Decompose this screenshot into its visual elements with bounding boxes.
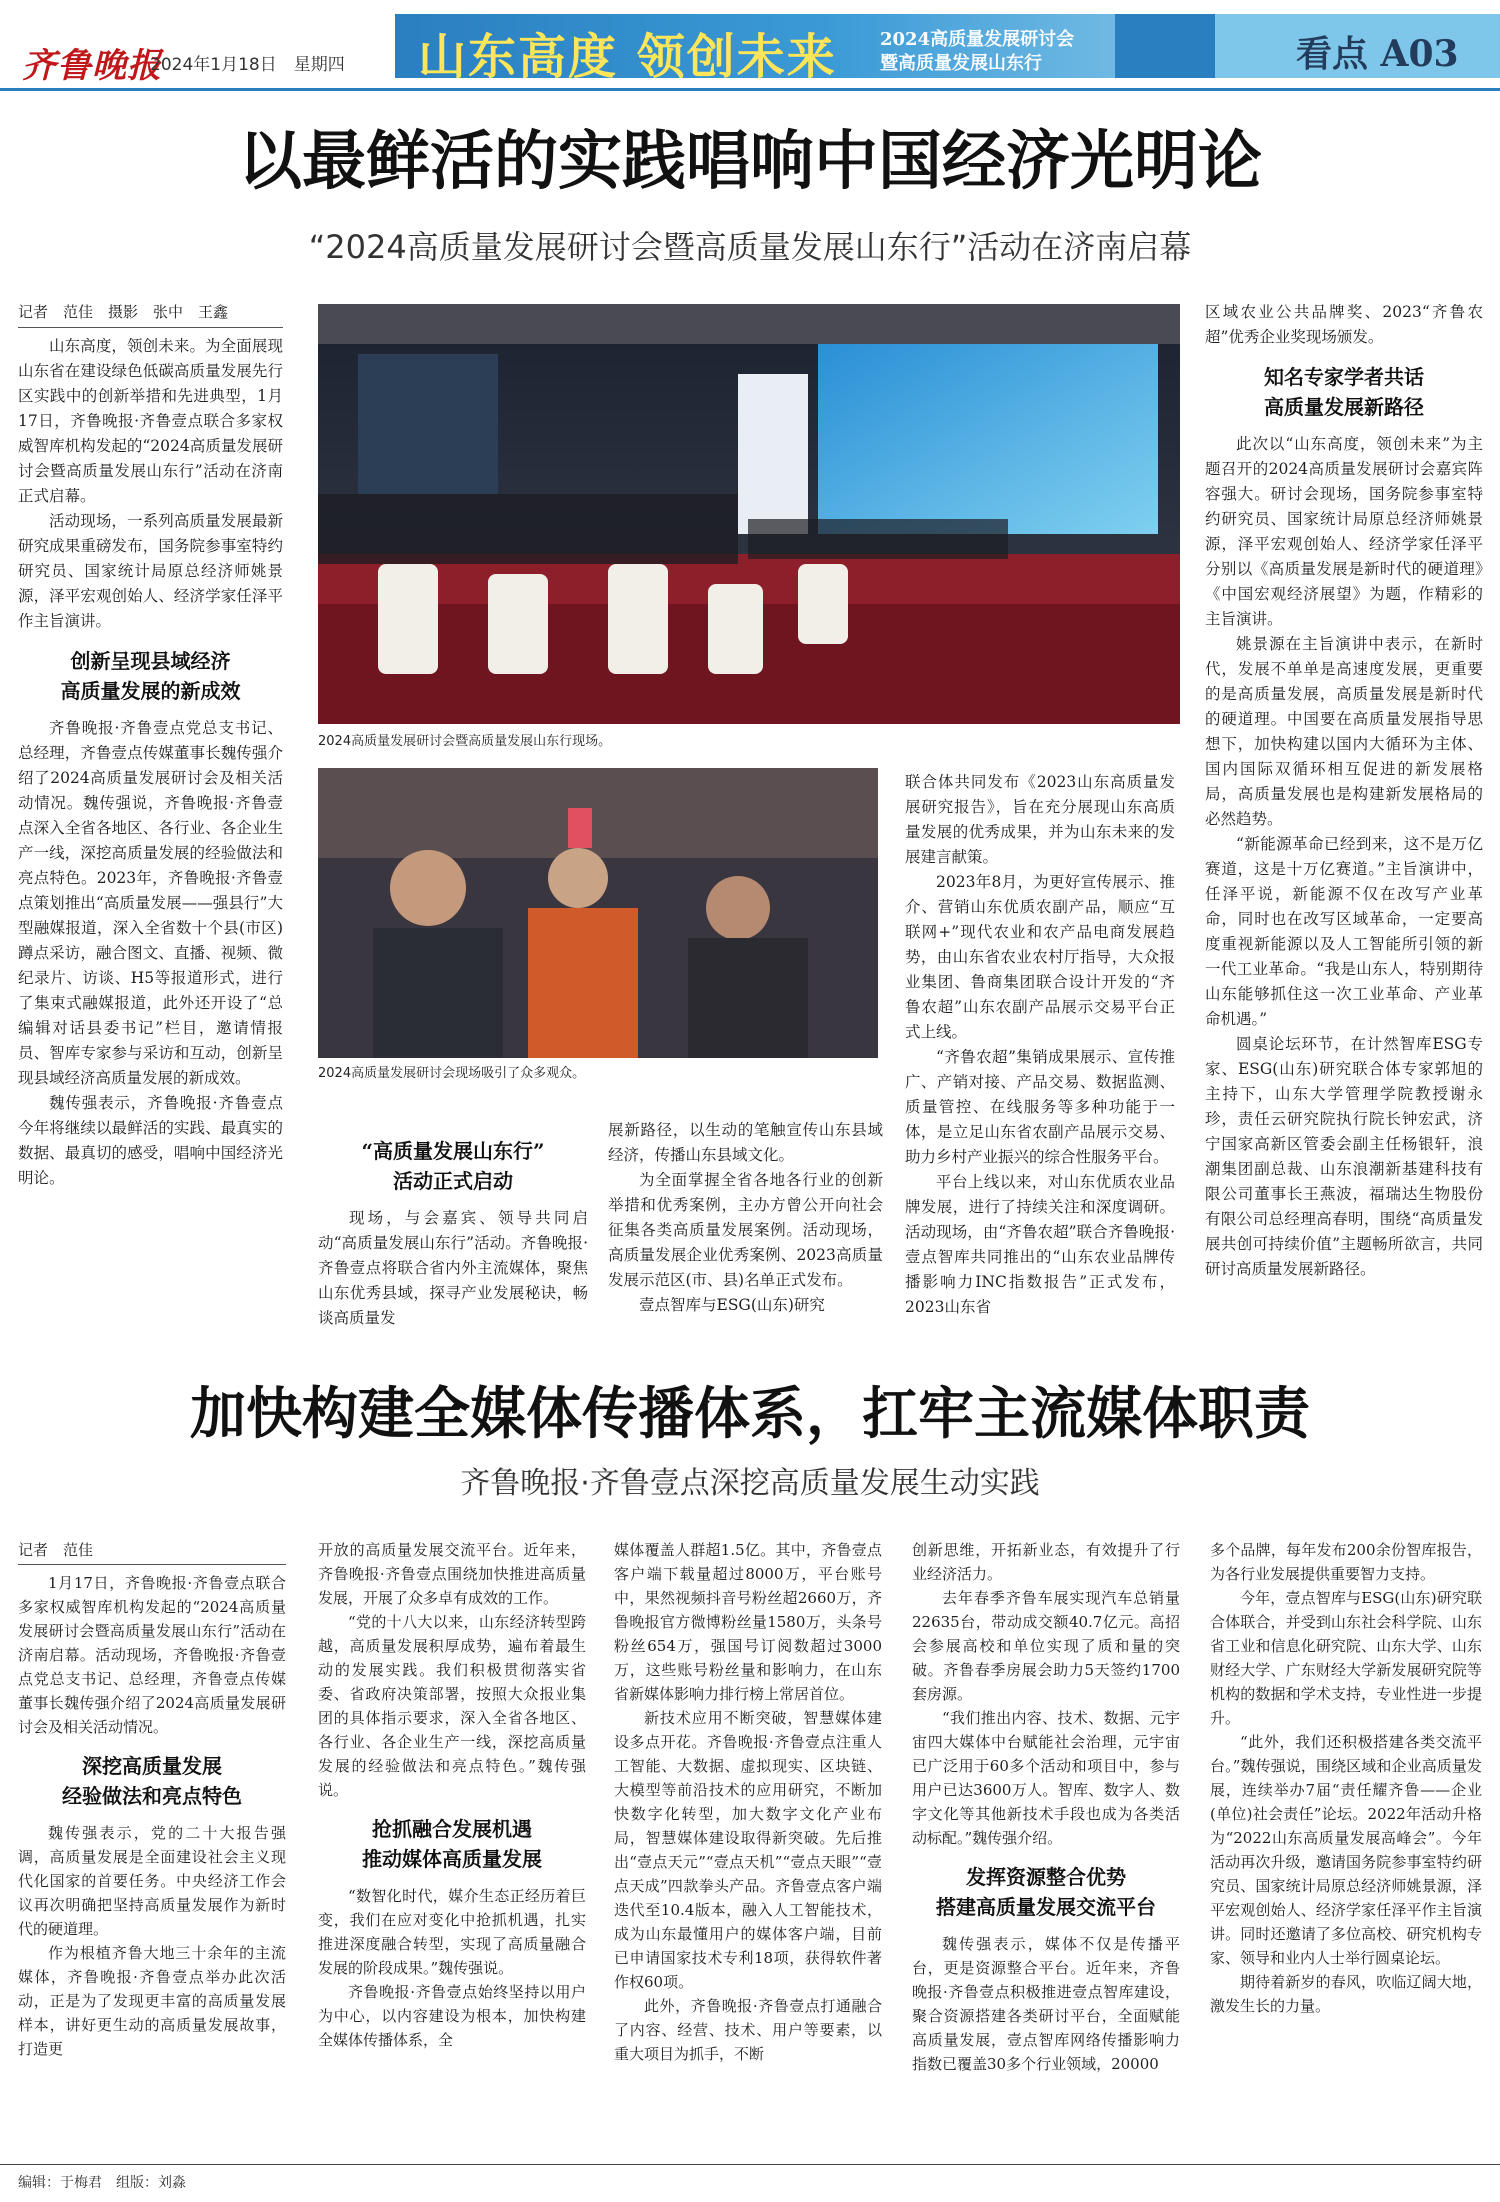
section-subhead: 知名专家学者共话 高质量发展新路径 — [1264, 365, 1424, 419]
conference-hall-photo — [318, 304, 1180, 724]
paragraph: 媒体覆盖人群超1.5亿。其中，齐鲁壹点客户端下载量超过8000万，平台账号中，果然视频抖音号粉丝超2660万，齐鲁晚报官方微博粉丝量1580万，头条号粉丝654万，强国号订阅数超过3000万，这些账号粉丝量和影响力，在山东省新媒体影响力排行榜上常居首位。 — [614, 1541, 882, 1703]
paragraph: 壹点智库与ESG(山东)研究 — [639, 1296, 825, 1314]
story2-column-4 — [912, 1538, 1180, 2076]
paragraph: “齐鲁农超”集销成果展示、宣传推广、产销对接、产品交易、数据监测、质量管控、在线服务等多种功能于一体，是立足山东省农副产品展示交易、助力乡村产业振兴的综合性服务平台。 — [905, 1048, 1175, 1166]
paragraph: “数智化时代，媒介生态正经历着巨变，我们在应对变化中抢抓机遇，扎实推进深度融合转型，实现了高质量融合发展的阶段成果。”魏传强说。 — [318, 1887, 586, 1977]
paragraph: 山东高度，领创未来。为全面展现山东省在建设绿色低碳高质量发展先行区实践中的创新举措和先进典型，1月17日，齐鲁晚报·齐鲁壹点联合多家权威智库机构发起的“2024高质量发展研讨会暨高质量发展山东行”活动在济南正式启幕。 — [18, 337, 283, 505]
paragraph: 多个品牌，每年发布200余份智库报告，为各行业发展提供重要智力支持。 — [1210, 1541, 1482, 1583]
band-title: 山东高度 领创未来 — [418, 29, 837, 85]
story2-column-1 — [18, 1538, 286, 2061]
paper-name: 齐鲁晚报 — [22, 46, 162, 86]
conference-hall-image — [318, 304, 1180, 724]
page-number: 看点 A03 — [1296, 33, 1459, 75]
story1-column-3 — [905, 770, 1175, 1320]
band-subtitle — [880, 28, 1074, 76]
byline: 记者 范佳 摄影 张中 王鑫 — [18, 300, 283, 328]
paragraph: 现场，与会嘉宾、领导共同启动“高质量发展山东行”活动。齐鲁晚报·齐鲁壹点将联合省内外主流媒体，聚焦山东优秀县域，探寻产业发展秘诀，畅谈高质量发 — [318, 1209, 588, 1327]
band-subtitle-line-2: 暨高质量发展山东行 — [880, 53, 1042, 74]
story2-column-5 — [1210, 1538, 1482, 2018]
paragraph: 活动现场，一系列高质量发展最新研究成果重磅发布，国务院参事室特约研究员、国家统计局原总经济师姚景源，泽平宏观创始人、经济学家任泽平作主旨演讲。 — [18, 512, 283, 630]
paragraph: “我们推出内容、技术、数据、元宇宙四大媒体中台赋能社会治理，元宇宙已广泛用于60多个活动和项目中，参与用户已达3600万人。智库、数字人、数字文化等其他新技术手段也成为各类活动标配。”魏传强介绍。 — [912, 1709, 1180, 1847]
paragraph: 作为根植齐鲁大地三十余年的主流媒体，齐鲁晚报·齐鲁壹点举办此次活动，正是为了发现更丰富的高质量发展样本，讲好更生动的高质量发展故事，打造更 — [18, 1944, 286, 2058]
paragraph: 魏传强表示，党的二十大报告强调，高质量发展是全面建设社会主义现代化国家的首要任务。中央经济工作会议再次明确把坚持高质量发展作为新时代的硬道理。 — [18, 1824, 286, 1938]
paragraph: 2023年8月，为更好宣传展示、推介、营销山东优质农副产品，顺应“互联网+”现代农业和农产品电商发展趋势，由山东省农业农村厅指导，大众报业集团、鲁商集团联合设计开发的“齐鲁农超”山东农副产品展示交易平台正式上线。 — [905, 873, 1175, 1041]
paragraph: 齐鲁晚报·齐鲁壹点党总支书记、总经理，齐鲁壹点传媒董事长魏传强介绍了2024高质量发展研讨会及相关活动情况。魏传强说，齐鲁晚报·齐鲁壹点深入全省各地区、各行业、各企业生产一线，深挖高质量发展的经验做法和亮点特色。2023年，齐鲁晚报·齐鲁壹点策划推出“高质量发展——强县行”大型融媒报道，深入全省数十个县(市区)蹲点采访，融合图文、直播、视频、微纪录片、访谈、H5等报道形式，进行了集束式融媒报道，此外还开设了“总编辑对话县委书记”栏目，邀请情报员、智库专家参与采访和互动，创新呈现县域经济高质量发展的新成效。 — [18, 719, 283, 1087]
issue-date: 2024年1月18日 星期四 — [150, 55, 345, 75]
paragraph: 齐鲁晚报·齐鲁壹点始终坚持以用户为中心，以内容建设为根本，加快构建全媒体传播体系，全 — [318, 1983, 586, 2049]
paragraph: 魏传强表示，齐鲁晚报·齐鲁壹点今年将继续以最鲜活的实践、最真实的数据、最真切的感受，唱响中国经济光明论。 — [18, 1094, 283, 1187]
paragraph: “党的十八大以来，山东经济转型跨越，高质量发展积厚成势，遍布着最生动的发展实践。我们积极贯彻落实省委、省政府决策部署，按照大众报业集团的具体指示要求，深入全省各地区、各行业、各企业生产一线，深挖高质量发展的经验做法和亮点特色。”魏传强说。 — [318, 1613, 586, 1799]
photo1-caption: 2024高质量发展研讨会暨高质量发展山东行现场。 — [318, 734, 612, 749]
paragraph: 联合体共同发布《2023山东高质量发展研究报告》，旨在充分展现山东高质量发展的优秀成果，并为山东未来的发展建言献策。 — [905, 773, 1175, 866]
paragraph: 期待着新岁的春风，吹临辽阔大地，激发生长的力量。 — [1210, 1973, 1482, 2015]
photo2-caption: 2024高质量发展研讨会现场吸引了众多观众。 — [318, 1066, 586, 1081]
page-footer: 编辑：于梅君 组版：刘淼 — [18, 2175, 186, 2191]
paragraph: 区域农业公共品牌奖、2023“齐鲁农超”优秀企业奖现场颁发。 — [1205, 303, 1483, 346]
section-subhead: 发挥资源整合优势 搭建高质量发展交流平台 — [936, 1865, 1156, 1919]
paragraph: 1月17日，齐鲁晚报·齐鲁壹点联合多家权威智库机构发起的“2024高质量发展研讨会暨高质量发展山东行”活动在济南启幕。活动现场，齐鲁晚报·齐鲁壹点党总支书记、总经理，齐鲁壹点传媒董事长魏传强介绍了2024高质量发展研讨会及相关活动情况。 — [18, 1574, 286, 1736]
paragraph: 去年春季齐鲁车展实现汽车总销量22635台，带动成交额40.7亿元。高招会参展高校和单位实现了质和量的突破。齐鲁春季房展会助力5天签约1700套房源。 — [912, 1589, 1180, 1703]
paragraph: 圆桌论坛环节，在计然智库ESG专家、ESG(山东)研究联合体专家郭旭的主持下，山东大学管理学院教授谢永珍，责任云研究院执行院长钟宏武，济宁国家高新区管委会副主任杨银轩，浪潮集团副总裁、山东浪潮新基建科技有限公司董事长王燕波，福瑞达生物股份有限公司总经理高春明，围绕“高质量发展共创可持续价值”主题畅所欲言，共同研讨高质量发展新路径。 — [1205, 1035, 1483, 1278]
band-subtitle-line-1: 2024高质量发展研讨会 — [880, 29, 1075, 50]
section-subhead: “高质量发展山东行” 活动正式启动 — [361, 1139, 545, 1193]
paragraph: 此外，齐鲁晚报·齐鲁壹点打通融合了内容、经营、技术、用户等要素，以重大项目为抓手，不断 — [614, 1997, 882, 2063]
audience-photo — [318, 768, 878, 1058]
second-subheadline: 齐鲁晚报·齐鲁壹点深挖高质量发展生动实践 — [460, 1466, 1040, 1501]
paragraph: 平台上线以来，对山东优质农业品牌发展，进行了持续关注和深度调研。活动现场，由“齐鲁农超”联合齐鲁晚报·壹点智库共同推出的“山东农业品牌传播影响力INC指数报告”正式发布，2023山东省 — [905, 1173, 1175, 1316]
paragraph: 今年，壹点智库与ESG(山东)研究联合体联合，并受到山东社会科学院、山东省工业和信息化研究院、山东大学、山东财经大学、广东财经大学新发展研究院等机构的数据和学术支持，专业性进一步提升。 — [1210, 1589, 1482, 1727]
section-subhead: 创新呈现县域经济 高质量发展的新成效 — [60, 649, 241, 703]
paragraph: 为全面掌握全省各地各行业的创新举措和优秀案例，主办方曾公开向社会征集各类高质量发展案例。活动现场，高质量发展企业优秀案例、2023高质量发展示范区(市、县)名单正式发布。 — [608, 1171, 883, 1289]
paragraph: 姚景源在主旨演讲中表示，在新时代，发展不单单是高速度发展，更重要的是高质量发展，高质量发展是新时代的硬道理。中国要在高质量发展指导思想下，加快构建以国内大循环为主体、国内国际双循环相互促进的新发展格局，高质量发展也是构建新发展格局的必然趋势。 — [1205, 635, 1483, 828]
header-rule — [0, 88, 1500, 91]
story1-column-4 — [1205, 300, 1483, 1282]
paragraph: “此外，我们还积极搭建各类交流平台。”魏传强说，围绕区域和企业高质量发展，连续举办7届“责任耀齐鲁——企业(单位)社会责任”论坛。2022年活动升格为“2022山东高质量发展高峰会”。今年活动再次升级，邀请国务院参事室特约研究员、国家统计局原总经济师姚景源，泽平宏观创始人、经济学家任泽平作主旨演讲。同时还邀请了多位高校、研究机构专家、领导和业内人士举行圆桌论坛。 — [1210, 1733, 1482, 1967]
main-headline: 以最鲜活的实践唱响中国经济光明论 — [238, 124, 1262, 199]
second-headline: 加快构建全媒体传播体系，扛牢主流媒体职责 — [190, 1381, 1310, 1447]
main-subheadline: “2024高质量发展研讨会暨高质量发展山东行”活动在济南启幕 — [308, 228, 1192, 266]
paragraph: 此次以“山东高度，领创未来”为主题召开的2024高质量发展研讨会嘉宾阵容强大。研讨会现场，国务院参事室特约研究员、国家统计局原总经济师姚景源，泽平宏观创始人、经济学家任泽平分别以《高质量发展是新时代的硬道理》《中国宏观经济展望》为题，作精彩的主旨演讲。 — [1205, 435, 1483, 628]
section-subhead: 深挖高质量发展 经验做法和亮点特色 — [62, 1754, 242, 1808]
story2-column-2 — [318, 1538, 586, 2052]
footer-rule — [0, 2164, 1500, 2165]
paragraph: 新技术应用不断突破，智慧媒体建设多点开花。齐鲁晚报·齐鲁壹点注重人工智能、大数据、虚拟现实、区块链、大模型等前沿技术的应用研究，不断加快数字化转型，加大数字文化产业布局，智慧媒体建设取得新突破。先后推出“壹点天元”“壹点天机”“壹点天眼”“壹点天成”四款拳头产品。齐鲁壹点客户端迭代至10.4版本，融入人工智能技术，成为山东最懂用户的媒体客户端，目前已申请国家技术专利18项，获得软件著作权60项。 — [614, 1709, 882, 1991]
paragraph: 开放的高质量发展交流平台。近年来，齐鲁晚报·齐鲁壹点围绕加快推进高质量发展，开展了众多卓有成效的工作。 — [318, 1541, 586, 1607]
story2-column-3 — [614, 1538, 882, 2066]
paragraph: “新能源革命已经到来，这不是万亿赛道，这是十万亿赛道。”主旨演讲中，任泽平说，新能源不仅在改写产业革命，同时也在改写区域革命，一定要高度重视新能源以及人工智能所引领的新一代工业革命。“我是山东人，特别期待山东能够抓住这一次工业革命、产业革命机遇。” — [1205, 835, 1483, 1028]
story1-column-1 — [18, 300, 283, 1191]
story1-column-2b — [608, 1118, 883, 1318]
section-subhead: 抢抓融合发展机遇 推动媒体高质量发展 — [362, 1817, 542, 1871]
audience-image — [318, 768, 878, 1058]
paragraph: 展新路径，以生动的笔触宣传山东县域经济，传播山东县域文化。 — [608, 1121, 883, 1164]
story1-column-2a — [318, 1118, 588, 1331]
paragraph: 魏传强表示，媒体不仅是传播平台，更是资源整合平台。近年来，齐鲁晚报·齐鲁壹点积极推进壹点智库建设，聚合资源搭建各类研讨平台，全面赋能高质量发展，壹点智库网络传播影响力指数已覆盖30多个行业领域，20000 — [912, 1935, 1180, 2073]
paragraph: 创新思维，开拓新业态，有效提升了行业经济活力。 — [912, 1541, 1180, 1583]
byline: 记者 范佳 — [18, 1538, 286, 1565]
